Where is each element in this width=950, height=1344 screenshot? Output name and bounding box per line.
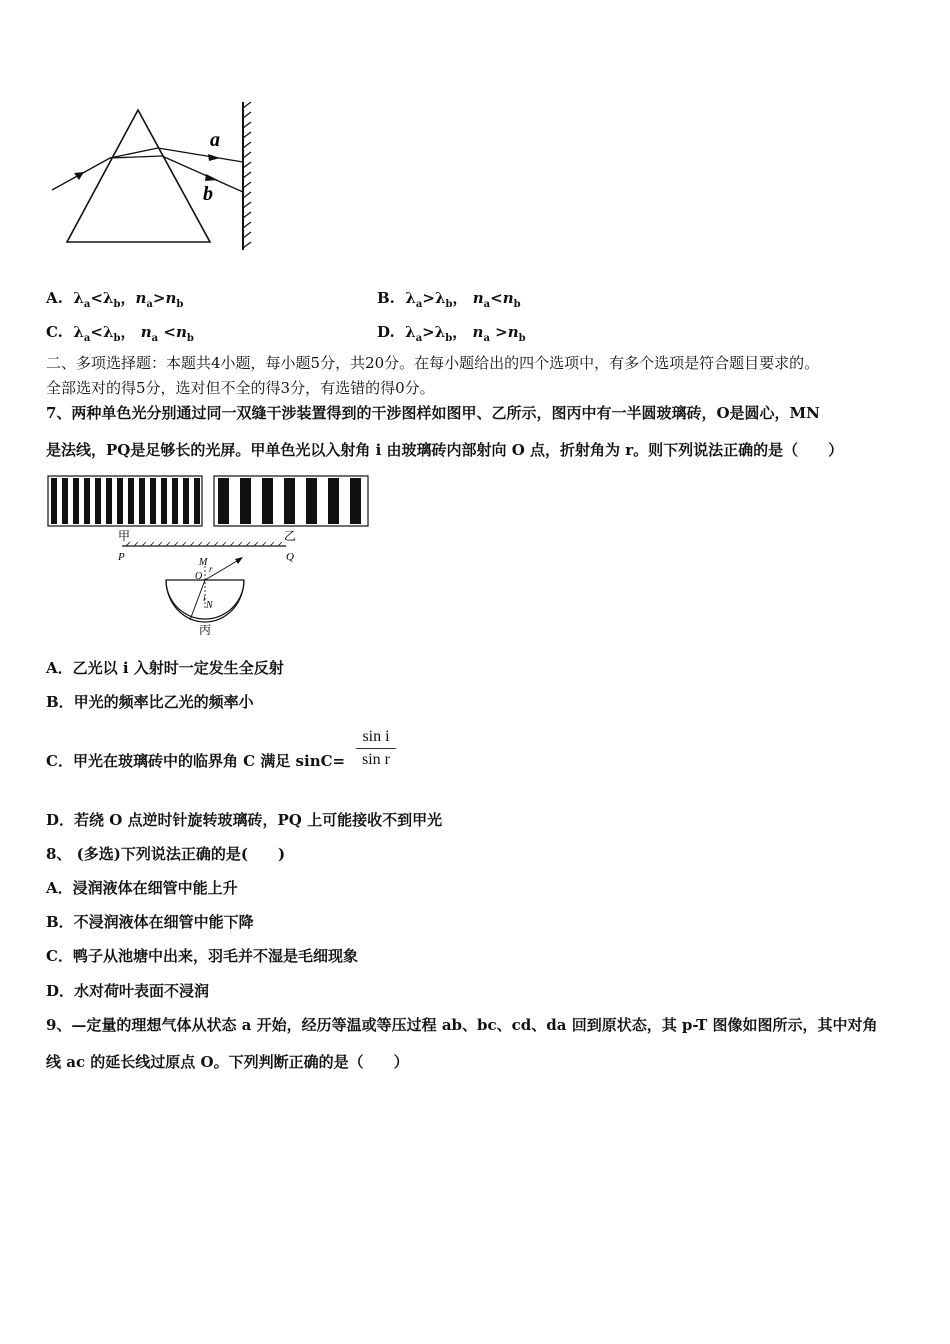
q9-stem-line2: 线 ac 的延长线过原点 O。下列判断正确的是（ ） bbox=[46, 1053, 409, 1071]
label-r: r bbox=[209, 564, 213, 574]
pattern-jia-frame bbox=[48, 476, 202, 526]
q7-option-a[interactable]: A．乙光以 i 入射时一定发生全反射 bbox=[46, 659, 284, 677]
q8-option-c[interactable]: C．鸭子从池塘中出来，羽毛并不湿是毛细现象 bbox=[46, 947, 358, 965]
ray-b-arrow-icon bbox=[205, 174, 218, 181]
label-n: N bbox=[206, 600, 213, 611]
incident-arrow-icon bbox=[74, 172, 84, 180]
label-bing: 丙 bbox=[199, 623, 212, 637]
label-o: O bbox=[195, 571, 203, 582]
q8-option-d[interactable]: D．水对荷叶表面不浸润 bbox=[46, 982, 210, 1000]
ray-refracted-arrow-icon bbox=[235, 557, 243, 564]
sin-fraction bbox=[356, 728, 396, 769]
q8-stem: 8、 (多选)下列说法正确的是( ) bbox=[46, 845, 286, 863]
q7-stem-line2: 是法线，PQ是足够长的光屏。甲单色光以入射角 i 由玻璃砖内部射向 O 点，折射角为 r。则下列说法正确的是（ ） bbox=[46, 441, 844, 459]
label-yi: 乙 bbox=[284, 529, 297, 543]
interference-figure bbox=[46, 474, 372, 640]
q8-option-b[interactable]: B．不浸润液体在细管中能下降 bbox=[46, 913, 254, 931]
q9-stem-line1: 9、—定量的理想气体从状态 a 开始，经历等温或等压过程 ab、bc、cd、da 回到原状态，其 p-T 图像如图所示，其中对角 bbox=[46, 1016, 878, 1034]
section2-line1: 二、多项选择题：本题共4小题，每小题5分，共20分。在每小题给出的四个选项中，有多个选项是符合题目要求的。 bbox=[46, 354, 820, 372]
q7-stem-line1: 7、两种单色光分别通过同一双缝干涉装置得到的干涉图样如图甲、乙所示，图丙中有一半圆玻璃砖，O是圆心，MN bbox=[46, 404, 820, 422]
wall-hatching bbox=[243, 102, 251, 248]
ray-a-arrow-icon bbox=[208, 154, 220, 161]
fraction-denominator: sin r bbox=[362, 751, 390, 768]
q6-option-d[interactable]: D. $\lambda_a>\lambda_b$， $n_a >n_b$ bbox=[377, 323, 526, 344]
q8-option-a[interactable]: A．浸润液体在细管中能上升 bbox=[46, 879, 238, 897]
prism-figure bbox=[50, 100, 260, 255]
q6-option-c[interactable]: C. $\lambda_a<\lambda_b$， $n_a <n_b$ bbox=[46, 323, 194, 344]
q7-option-b[interactable]: B．甲光的频率比乙光的频率小 bbox=[46, 693, 254, 711]
label-a: a bbox=[210, 129, 220, 151]
label-q: Q bbox=[286, 551, 294, 563]
q6-option-a[interactable]: A. $\lambda_a<\lambda_b$，$n_a>n_b$ bbox=[46, 289, 184, 310]
q6-option-b[interactable]: B. $\lambda_a>\lambda_b$， $n_a<n_b$ bbox=[377, 289, 521, 310]
label-m: M bbox=[199, 557, 208, 568]
fraction-numerator: sin i bbox=[356, 728, 396, 749]
q7-option-d[interactable]: D．若绕 O 点逆时针旋转玻璃砖，PQ 上可能接收不到甲光 bbox=[46, 811, 443, 829]
label-b: b bbox=[203, 183, 213, 205]
q7-option-c[interactable]: C．甲光在玻璃砖中的临界角 C 满足 sinC= bbox=[46, 752, 346, 770]
section2-line2: 全部选对的得5分，选对但不全的得3分，有选错的得0分。 bbox=[46, 379, 435, 397]
prism bbox=[67, 110, 210, 242]
label-i: i bbox=[203, 593, 206, 603]
label-jia: 甲 bbox=[118, 529, 131, 543]
label-p: P bbox=[118, 551, 125, 563]
